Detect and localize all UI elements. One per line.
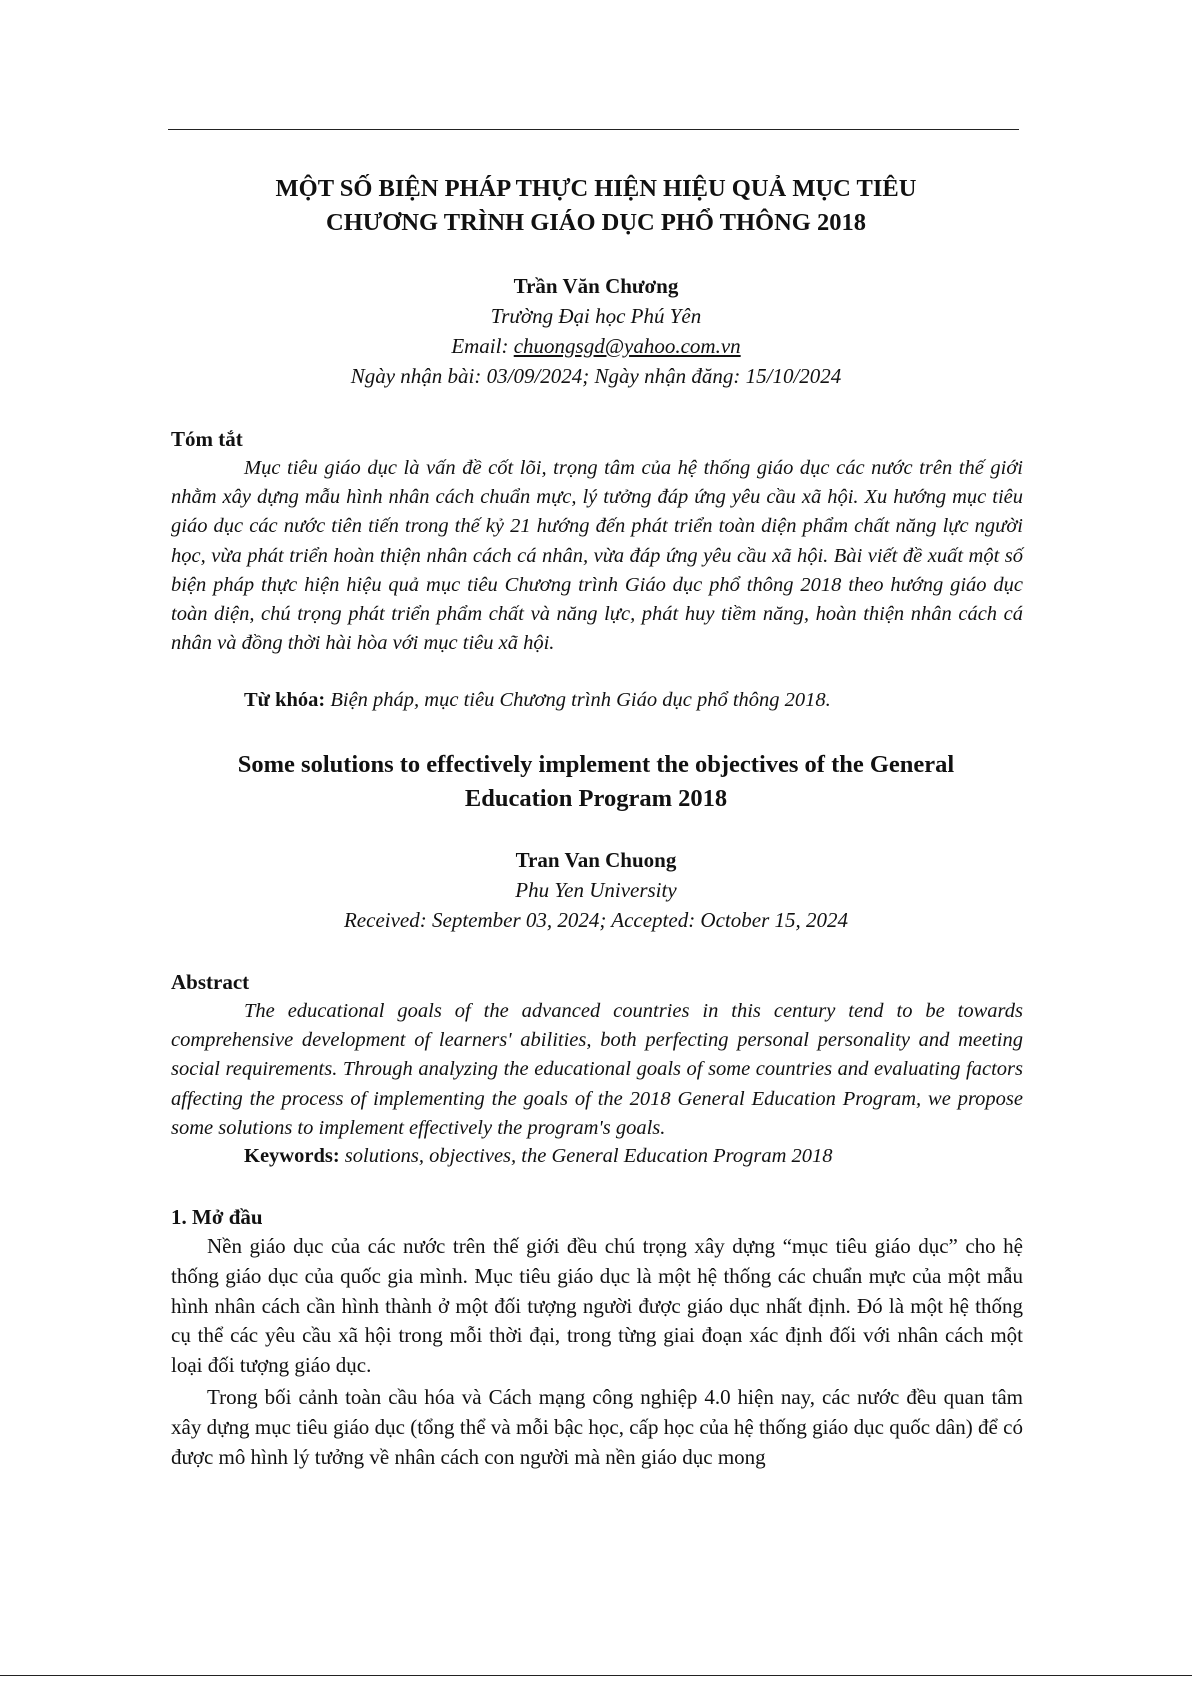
affiliation-en: Phu Yen University: [515, 878, 677, 902]
body-paragraph-2: Trong bối cảnh toàn cầu hóa và Cách mạng công nghiệp 4.0 hiện nay, các nước đều quan tâm xây dựng mục tiêu giáo dục (tổng thể và mỗi bậc học, cấp học của hệ thống giáo dục quốc dân) để có được mô hình lý tưởng về nhân cách con người mà nền giáo dục mong: [171, 1385, 1023, 1469]
body-paragraph-1: Nền giáo dục của các nước trên thế giới đều chú trọng xây dựng “mục tiêu giáo dục” cho hệ thống giáo dục của quốc gia mình. Mục tiêu giáo dục là một hệ thống các chuẩn mực của một mẫu hình nhân cách cần hình thành ở một đối tượng người được giáo dục nhất định. Đó là một hệ thống cụ thể các yêu cầu xã hội trong mỗi thời đại, trong từng giai đoạn xác định đối với nhân cách một loại đối tượng giáo dục.: [171, 1234, 1023, 1378]
paper-title-vi: [120, 172, 1072, 240]
keywords-en: [244, 1142, 1024, 1171]
dates-vi: Ngày nhận bài: 03/09/2024; Ngày nhận đăng: 15/10/2024: [350, 364, 842, 388]
affiliation-vi: Trường Đại học Phú Yên: [490, 304, 702, 328]
author-name-en: Tran Van Chuong: [515, 848, 677, 872]
keywords-text-en: solutions, objectives, the General Education Program 2018: [339, 1145, 833, 1167]
section-heading: 1. Mở đầu: [171, 1205, 263, 1229]
paper-title-en: [120, 748, 1072, 816]
keywords-vi: [244, 686, 1024, 715]
email-label: Email:: [451, 334, 514, 358]
author-block-en: [120, 845, 1072, 935]
header-rule: [168, 129, 1019, 130]
title-en-line1: Some solutions to effectively implement the objectives of the General: [237, 751, 955, 778]
keywords-label-en: Keywords:: [244, 1145, 340, 1167]
abstract-heading-en: Abstract: [171, 970, 250, 994]
title-vi-line1: MỘT SỐ BIỆN PHÁP THỰC HIỆN HIỆU QUẢ MỤC TIÊU: [275, 175, 917, 202]
abstract-heading-vi: Tóm tắt: [171, 427, 243, 451]
abstract-en: The educational goals of the advanced countries in this century tend to be towards comprehensive development of learners' abilities, both perfecting personal personality and meeting social requirements. Through analyzing the educational goals of some countries and evaluating factors affecting the process of implementing the goals of the 2018 General Education Program, we propose some solutions to implement effectively the program's goals.: [171, 1000, 1023, 1139]
keywords-label-vi: Từ khóa:: [244, 689, 326, 711]
title-vi-line2: CHƯƠNG TRÌNH GIÁO DỤC PHỔ THÔNG 2018: [326, 209, 866, 236]
footer-rule: [0, 1675, 1192, 1676]
email-line: [120, 331, 1072, 361]
author-name-vi: Trần Văn Chương: [513, 274, 679, 298]
dates-en: Received: September 03, 2024; Accepted: October 15, 2024: [343, 908, 848, 932]
author-block-vi: [120, 271, 1072, 391]
email-link[interactable]: chuongsgd@yahoo.com.vn: [513, 334, 741, 358]
keywords-text-vi: Biện pháp, mục tiêu Chương trình Giáo dục phổ thông 2018.: [325, 689, 831, 711]
abstract-vi: Mục tiêu giáo dục là vấn đề cốt lõi, trọng tâm của hệ thống giáo dục các nước trên thế giới nhằm xây dựng mẫu hình nhân cách chuẩn mực, lý tưởng đáp ứng yêu cầu xã hội. Xu hướng mục tiêu giáo dục các nước tiên tiến trong thế kỷ 21 hướng đến phát triển toàn diện phẩm chất năng lực người học, vừa phát triển hoàn thiện nhân cách cá nhân, vừa đáp ứng yêu cầu xã hội. Bài viết đề xuất một số biện pháp thực hiện hiệu quả mục tiêu Chương trình Giáo dục phổ thông 2018 theo hướng giáo dục toàn diện, chú trọng phát triển phẩm chất và năng lực, phát huy tiềm năng, hoàn thiện nhân cách cá nhân và đồng thời hài hòa với mục tiêu xã hội.: [171, 457, 1023, 655]
title-en-line2: Education Program 2018: [464, 785, 728, 812]
